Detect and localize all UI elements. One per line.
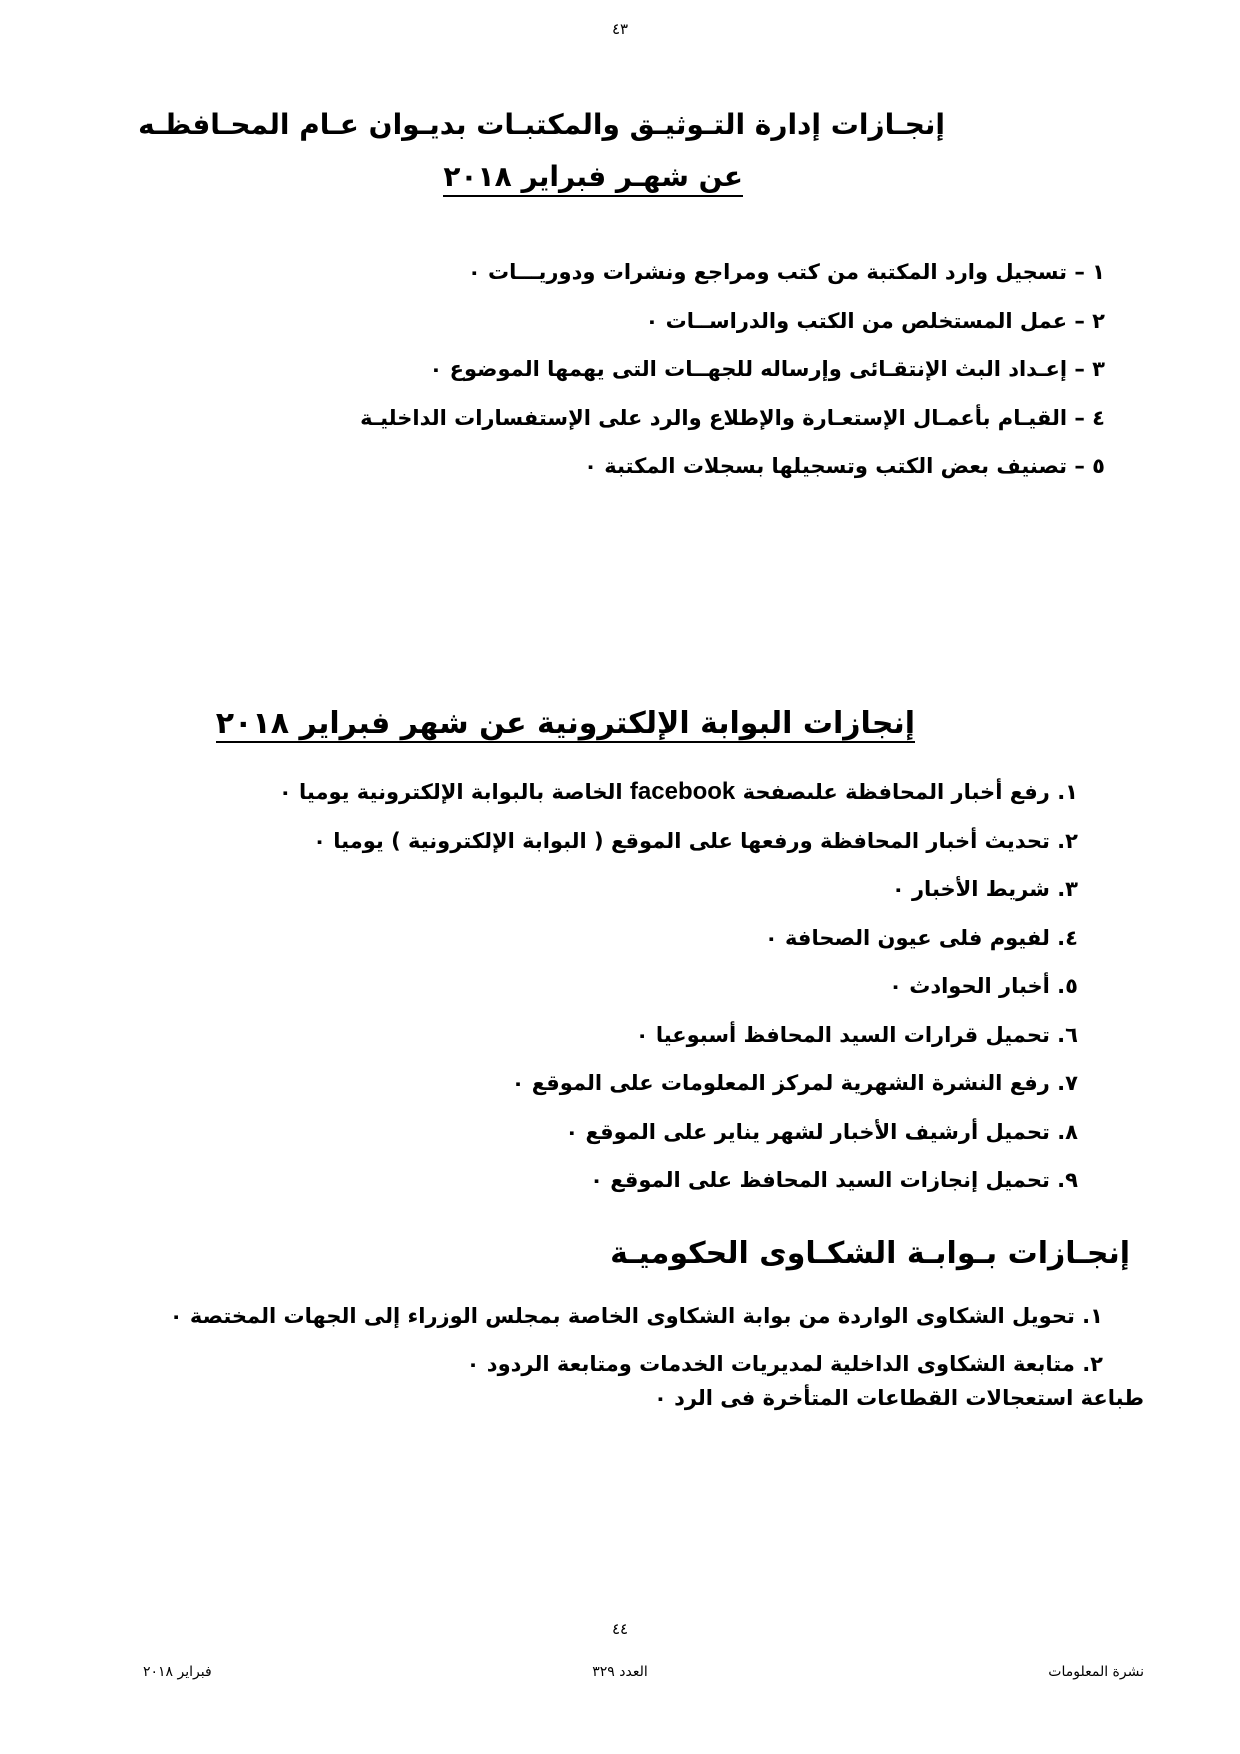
item1-suffix: الخاصة بالبوابة الإلكترونية يوميا ٠ — [278, 780, 623, 804]
list-item: ١. تحويل الشكاوى الواردة من بوابة الشكاوى الخاصة بمجلس الوزراء إلى الجهات المختصة ٠ — [169, 1304, 1103, 1328]
list-item: ٥. أخبار الحوادث ٠ — [889, 974, 1078, 998]
list-item: ٤ – القيـام بأعمـال الإستعـارة والإطلاع والرد على الإستفسارات الداخليـة — [360, 405, 1105, 430]
section2-list — [279, 768, 1078, 1205]
page-number-top: ٤٣ — [611, 20, 629, 38]
list-item: ٢. متابعة الشكاوى الداخلية لمديريات الخدمات ومتابعة الردود ٠ — [466, 1352, 1103, 1376]
list-item: ٤. لفيوم فلى عيون الصحافة ٠ — [764, 925, 1078, 950]
section3-title: إنجـازات بـوابـة الشكـاوى الحكوميـة — [610, 1236, 1130, 1271]
list-item: ٢. تحديث أخبار المحافظة ورفعها على الموقع ( البوابة الإلكترونية ) يوميا ٠ — [313, 828, 1078, 853]
footer-date: فبراير ٢٠١٨ — [143, 1664, 212, 1680]
facebook-brand: facebook — [629, 778, 736, 805]
section2-title: إنجازات البوابة الإلكترونية عن شهر فبراير ٢٠١٨ — [215, 706, 915, 741]
list-item: ١ – تسجيل وارد المكتبة من كتب ومراجع ونشرات ودوريـــات ٠ — [467, 260, 1105, 284]
list-item — [279, 768, 1078, 817]
list-item: ٥ – تصنيف بعض الكتب وتسجيلها بسجلات المكتبة ٠ — [584, 454, 1105, 478]
item1-prefix: ١. رفع أخبار المحافظة علىصفحة — [742, 780, 1078, 804]
footer-issue: العدد ٣٢٩ — [592, 1664, 648, 1680]
list-item: ٧. رفع النشرة الشهرية لمركز المعلومات على الموقع ٠ — [511, 1071, 1078, 1095]
list-item: ٣. شريط الأخبار ٠ — [891, 877, 1078, 901]
list-item: ٣ – إعـداد البث الإنتقـائى وإرساله للجهــات التى يهمها الموضوع ٠ — [429, 357, 1105, 381]
section3-tail: طباعة استعجالات القطاعات المتأخرة فى الرد ٠ — [653, 1386, 1144, 1410]
section1-list — [360, 248, 1105, 491]
page-number-bottom: ٤٤ — [611, 1620, 629, 1638]
section1-subtitle: عن شهـر فبراير ٢٠١٨ — [443, 160, 743, 197]
list-item: ٨. تحميل أرشيف الأخبار لشهر يناير على الموقع ٠ — [565, 1119, 1078, 1144]
section1-title: إنجـازات إدارة التـوثيـق والمكتبـات بديـوان عـام المحـافظـه — [138, 108, 945, 141]
list-item: ٢ – عمل المستخلص من الكتب والدراســات ٠ — [645, 308, 1105, 333]
footer-publication: نشرة المعلومات — [1048, 1664, 1144, 1680]
section3-list — [170, 1292, 1103, 1388]
list-item: ٩. تحميل إنجازات السيد المحافظ على الموقع ٠ — [590, 1168, 1078, 1192]
list-item: ٦. تحميل قرارات السيد المحافظ أسبوعيا ٠ — [635, 1022, 1078, 1047]
